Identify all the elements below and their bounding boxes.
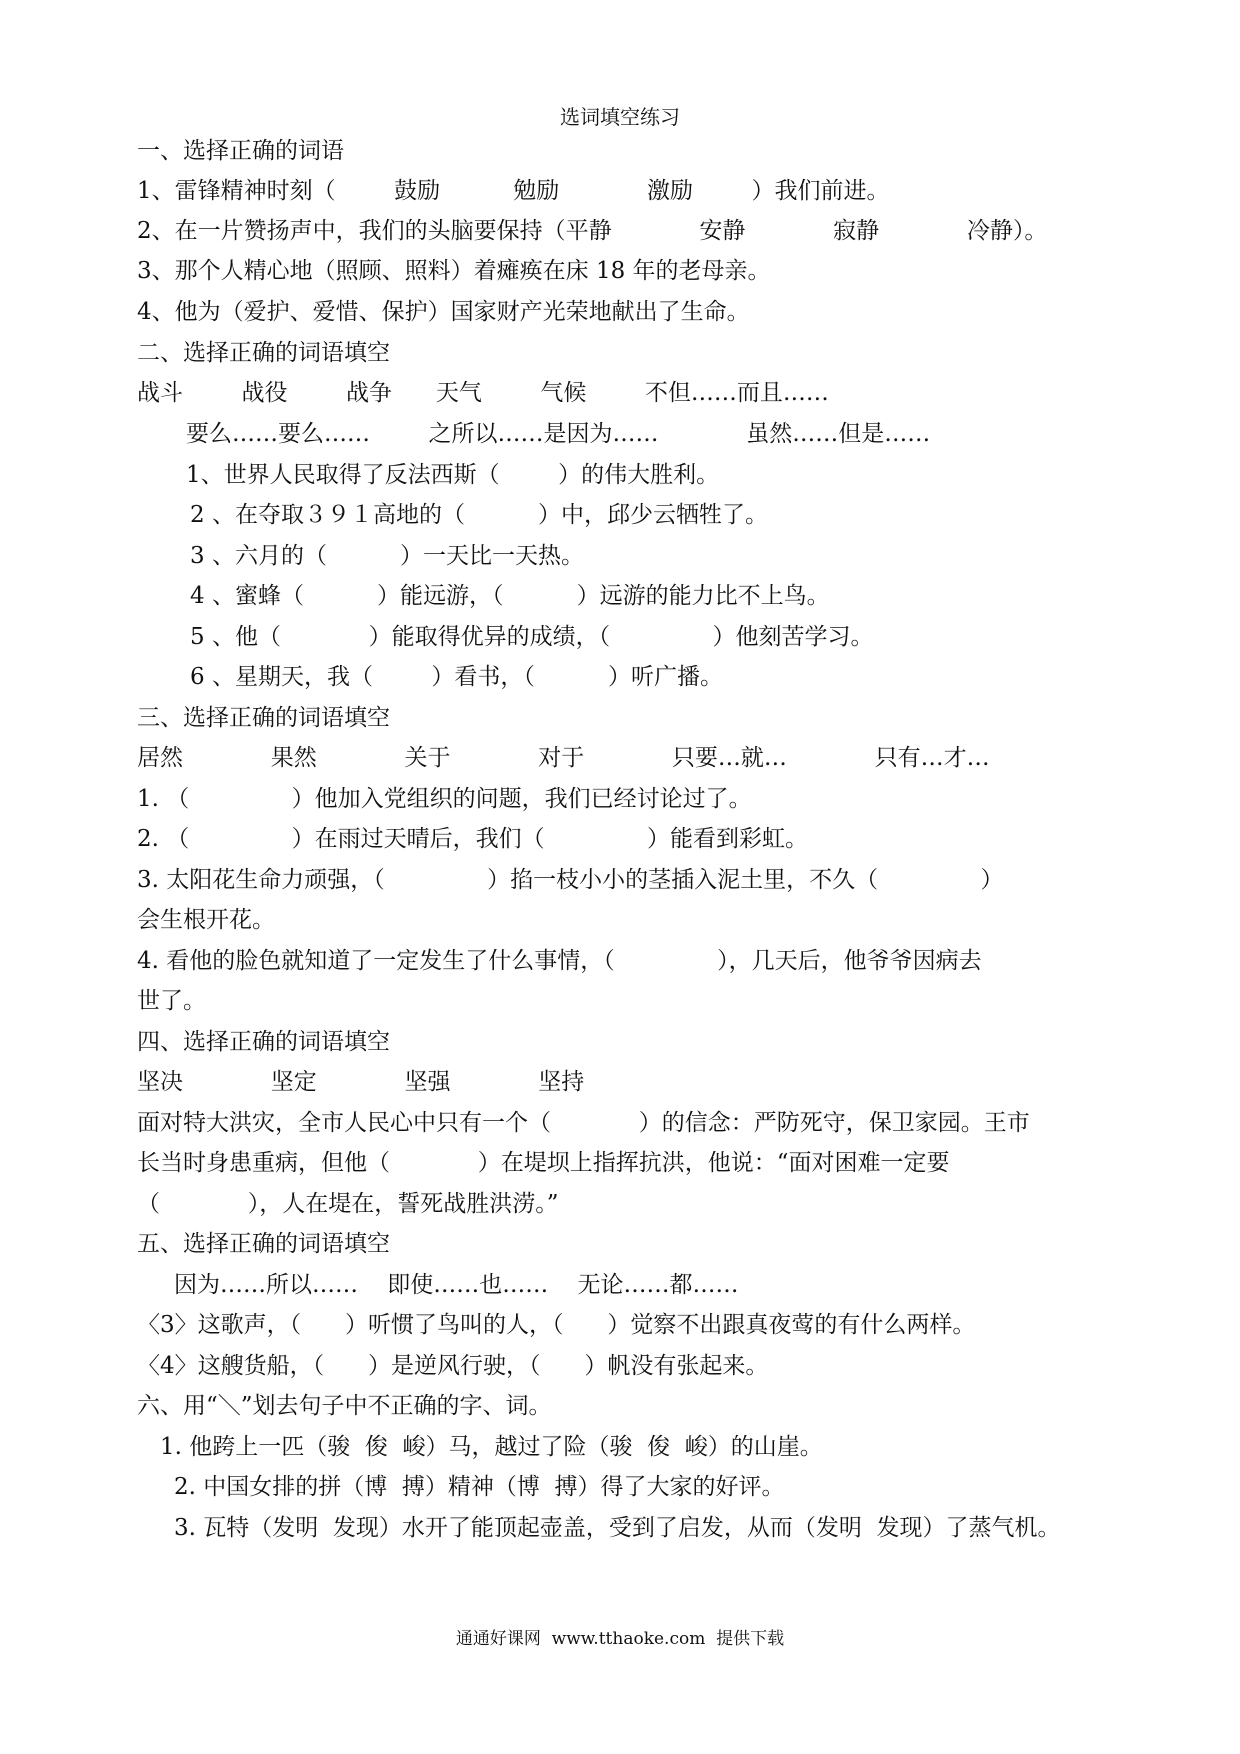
- s3-question-3-cont: 会生根开花。: [137, 907, 275, 933]
- s2-question-1: 1、世界人民取得了反法西斯（ ）的伟大胜利。: [186, 462, 720, 488]
- s3-question-3: 3. 太阳花生命力顽强，（ ）掐一枝小小的茎插入泥土里，不久（ ）: [137, 867, 1004, 893]
- s2-question-2: 2 、在夺取３９１高地的（ ）中，邱少云牺牲了。: [190, 502, 769, 528]
- s4-paragraph-line-1: 面对特大洪灾，全市人民心中只有一个（ ）的信念：严防死守，保卫家园。王市: [137, 1110, 1030, 1136]
- s3-question-1: 1. （ ）他加入党组织的问题，我们已经讨论过了。: [137, 786, 752, 812]
- s2-word-bank-2: 要么……要么…… 之所以……是因为…… 虽然……但是……: [186, 421, 931, 447]
- s2-question-5: 5 、他（ ）能取得优异的成绩，（ ）他刻苦学习。: [190, 624, 874, 650]
- s4-word-bank: 坚决 坚定 坚强 坚持: [137, 1069, 585, 1095]
- page-title: 选词填空练习: [560, 105, 680, 129]
- s4-paragraph-line-2: 长当时身患重病，但他（ ）在堤坝上指挥抗洪，他说：“面对困难一定要: [137, 1150, 950, 1176]
- s5-question-3: 〈3〉这歌声，（ ）听惯了鸟叫的人，（ ）觉察不出跟真夜莺的有什么两样。: [137, 1312, 976, 1338]
- s3-question-4: 4. 看他的脸色就知道了一定发生了什么事情，（ ），几天后，他爷爷因病去: [137, 948, 982, 974]
- s3-question-2: 2. （ ）在雨过天晴后，我们（ ）能看到彩虹。: [137, 826, 808, 852]
- section-1-heading: 一、选择正确的词语: [137, 138, 344, 164]
- s6-question-2: 2. 中国女排的拼（博 搏）精神（博 搏）得了大家的好评。: [174, 1474, 785, 1500]
- s1-question-1: 1、雷锋精神时刻（ 鼓励 勉励 激励 ）我们前进。: [137, 178, 890, 204]
- s6-question-3: 3. 瓦特（发明 发现）水开了能顶起壶盖，受到了启发，从而（发明 发现）了蒸气机。: [174, 1515, 1061, 1541]
- s1-question-2: 2、在一片赞扬声中，我们的头脑要保持（平静 安静 寂静 冷静）。: [137, 218, 1048, 244]
- s5-word-bank: 因为……所以…… 即使……也…… 无论……都……: [174, 1272, 739, 1298]
- s6-question-1: 1. 他跨上一匹（骏 俊 峻）马，越过了险（骏 俊 峻）的山崖。: [160, 1434, 823, 1460]
- footer-credit: 通通好课网 www.tthaoke.com 提供下载: [455, 1629, 785, 1649]
- section-5-heading: 五、选择正确的词语填空: [137, 1231, 390, 1257]
- section-3-heading: 三、选择正确的词语填空: [137, 705, 390, 731]
- s2-question-4: 4 、蜜蜂（ ）能远游，（ ）远游的能力比不上鸟。: [190, 583, 830, 609]
- s4-paragraph-line-3: （ ），人在堤在，誓死战胜洪涝。”: [137, 1191, 559, 1217]
- s2-question-3: 3 、六月的（ ）一天比一天热。: [190, 543, 585, 569]
- section-4-heading: 四、选择正确的词语填空: [137, 1029, 390, 1055]
- section-2-heading: 二、选择正确的词语填空: [137, 340, 390, 366]
- s2-word-bank-1: 战斗 战役 战争 天气 气候 不但……而且……: [137, 380, 829, 406]
- s2-question-6: 6 、星期天，我（ ）看书，（ ）听广播。: [190, 664, 724, 690]
- s5-question-4: 〈4〉这艘货船，（ ）是逆风行驶，（ ）帆没有张起来。: [137, 1353, 769, 1379]
- s3-question-4-cont: 世了。: [137, 988, 206, 1014]
- s3-word-bank: 居然 果然 关于 对于 只要…就… 只有…才…: [137, 745, 990, 771]
- s1-question-4: 4、他为（爱护、爱惜、保护）国家财产光荣地献出了生命。: [137, 299, 750, 325]
- section-6-heading: 六、用“＼”划去句子中不正确的字、词。: [137, 1393, 552, 1419]
- s1-question-3: 3、那个人精心地（照顾、照料）着瘫痪在床 18 年的老母亲。: [137, 258, 771, 284]
